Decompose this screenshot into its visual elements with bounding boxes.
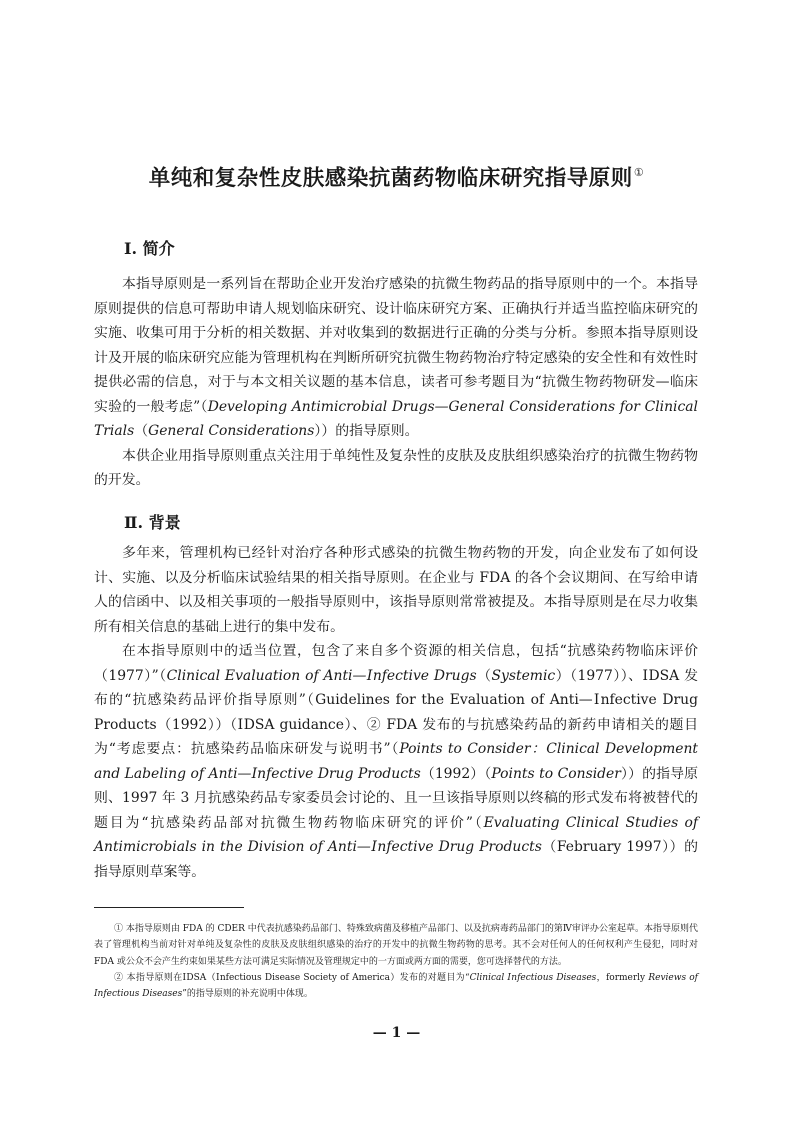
footnotes	[94, 921, 698, 1002]
footnote-2: ② 本指导原则在ⅠDSA（Ⅰnfectious Disease Society of America）发布的对题目为“Clinical Ⅰnfectious Diseases，formerly Reviews of Ⅰnfectious Diseases”的指导原则的补充说明中体现。	[94, 972, 699, 1000]
background-paragraph-2: 在本指导原则中的适当位置，包含了来自多个资源的相关信息，包括“抗感染药物临床评价（1977）”（Clinical Evaluation of Anti—Ⅰnfective Drugs（Systemic）（1977））、ⅠDSA 发布的“抗感染药品评价指导原则”（Guidelines for the Evaluation of Anti—Ⅰnfective Drug Products（1992））（ⅠDSA guidance）、② FDA 发布的与抗感染药品的新药申请相关的题目为“考虑要点：抗感染药品临床研发与说明书”（Points to Consider：Clinical Development and Labeling of Anti—Ⅰnfective Drug Products（1992）（Points to Consider））的指导原则、1997 年 3 月抗感染药品专家委员会讨论的、且一旦该指导原则以终稿的形式发布将被替代的题目为“抗感染药品部对抗微生物药物临床研究的评价”（Evaluating Clinical Studies of Antimicrobials in the Division of Anti—Ⅰnfective Drug Products（February 1997））的指导原则草案等。	[94, 643, 698, 880]
section-heading-intro: Ⅰ. 简介	[124, 239, 175, 258]
intro-paragraph-2: 本供企业用指导原则重点关注用于单纯性及复杂性的皮肤及皮肤组织感染治疗的抗微生物药物的开发。	[94, 447, 698, 488]
background-paragraph-1: 多年来，管理机构已经针对治疗各种形式感染的抗微生物药物的开发，向企业发布了如何设计、实施、以及分析临床试验结果的相关指导原则。在企业与 FDA 的各个会议期间、在写给申请人的信函中、以及相关事项的一般指导原则中，该指导原则常常被提及。本指导原则是在尽力收集所有相关信息的基础上进行的集中发布。	[94, 545, 698, 635]
title-footnote-marker: ①	[633, 166, 645, 179]
section-heading-background: Ⅱ. 背景	[124, 513, 181, 532]
section-background-body	[94, 541, 698, 884]
intro-paragraph-1: 本指导原则是一系列旨在帮助企业开发治疗感染的抗微生物药品的指导原则中的一个。本指导原则提供的信息可帮助申请人规划临床研究、设计临床研究方案、正确执行并适当监控临床研究的实施、收集可用于分析的相关数据、并对收集到的数据进行正确的分类与分析。参照本指导原则设计及开展的临床研究应能为管理机构在判断所研究抗微生物药物治疗特定感染的安全性和有效性时提供必需的信息，对于与本文相关议题的基本信息，读者可参考题目为“抗微生物药物研发—临床实验的一般考虑”（Developing Antimicrobial Drugs—General Considerations for Clinical Trials（General Considerations））的指导原则。	[94, 276, 698, 439]
footnote-1: ① 本指导原则由 FDA 的 CDER 中代表抗感染药品部门、特殊致病菌及移植产品部门、以及抗病毒药品部门的第Ⅳ审评办公室起草。本指导原则代表了管理机构当前对针对单纯及复杂性的皮肤及皮肤组织感染的治疗的开发中的抗微生物药物的思考。其不会对任何人的任何权利产生侵犯，同时对 FDA 或公众不会产生约束如果某些方法可满足实际情况及管理规定中的一方面或两方面的需要，您可选择替代的方法。	[94, 924, 698, 967]
title-text: 单纯和复杂性皮肤感染抗菌药物临床研究指导原则	[148, 166, 633, 191]
footnote-separator	[94, 907, 244, 908]
page-number: — 1 —	[372, 1025, 421, 1041]
footnote-marker-2: ②	[366, 716, 382, 733]
section-intro-body	[94, 272, 698, 493]
document-title	[0, 161, 793, 192]
